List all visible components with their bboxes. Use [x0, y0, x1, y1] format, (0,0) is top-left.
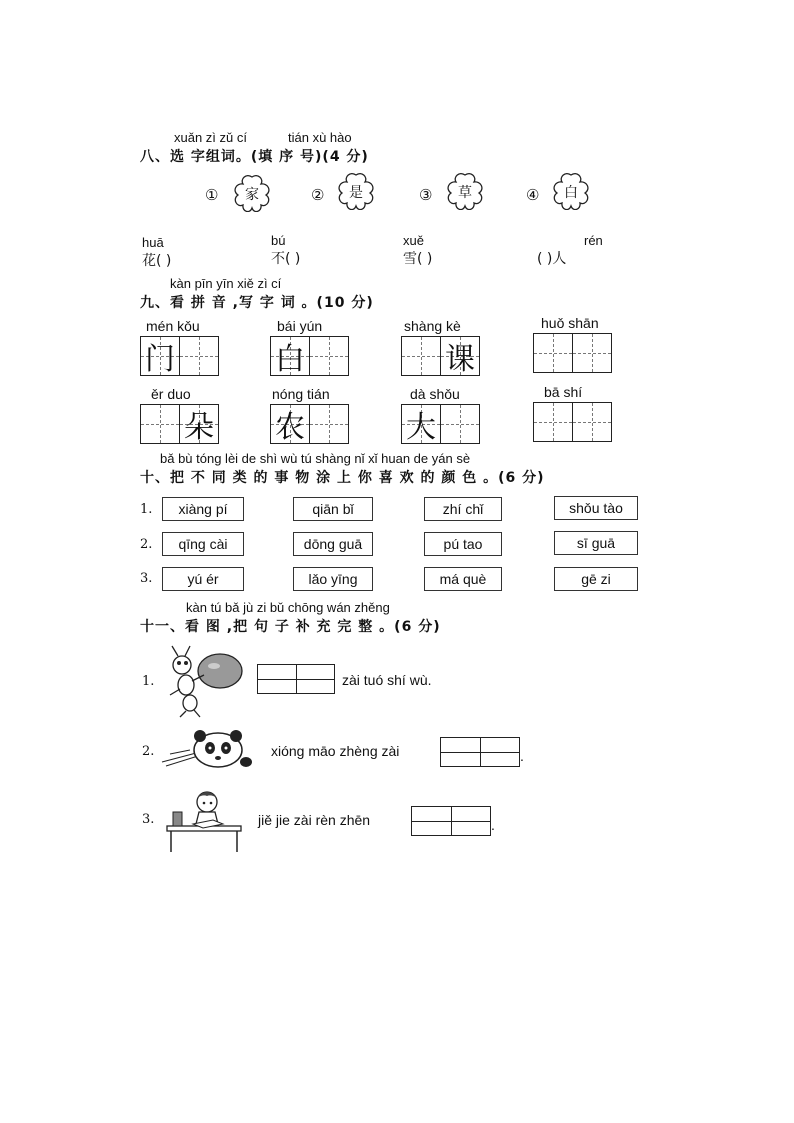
word-box[interactable]: shǒu tào — [554, 496, 638, 520]
grid-char — [534, 334, 572, 372]
item-number: 2. — [142, 744, 155, 759]
sentence-end: . — [491, 817, 495, 833]
word-pinyin: dà shǒu — [410, 386, 460, 402]
word-box[interactable]: zhí chǐ — [424, 497, 502, 521]
blank-word: 花( ) — [142, 253, 172, 269]
s11-pinyin: kàn tú bǎ jù zi bǔ chōng wán zhěng — [186, 600, 390, 615]
s9-title: 九、看 拼 音 ,写 字 词 。(10 分) — [140, 295, 374, 311]
grid-cell[interactable] — [573, 403, 611, 441]
word-pinyin: bā shí — [544, 384, 583, 400]
sentence-text: zài tuó shí wù. — [342, 672, 432, 688]
row-number: 2. — [140, 537, 153, 552]
s11-title: 十一、看 图 ,把 句 子 补 充 完 整 。(6 分) — [140, 619, 441, 635]
word-pinyin: mén kǒu — [146, 318, 200, 334]
word-box[interactable]: pú tao — [424, 532, 502, 556]
answer-box[interactable] — [257, 664, 335, 694]
blank-pinyin: rén — [584, 233, 603, 248]
grid-char — [310, 405, 348, 443]
grid-char — [534, 403, 572, 441]
row-number: 3. — [140, 571, 153, 586]
word-box[interactable]: qīng cài — [162, 532, 244, 556]
s9-pinyin: kàn pīn yīn xiě zì cí — [170, 276, 282, 291]
writing-grid — [270, 404, 349, 444]
writing-grid — [401, 336, 480, 376]
word-box[interactable]: gē zi — [554, 567, 638, 591]
option-char: 草 — [458, 185, 472, 201]
blank-pinyin: huā — [142, 235, 164, 250]
word-pinyin: huǒ shān — [541, 315, 599, 331]
grid-cell[interactable] — [402, 405, 441, 443]
s8-title: 八、选 字组词。(填 序 号)(4 分) — [140, 149, 369, 165]
row-number: 1. — [140, 502, 153, 517]
blank-word: ( )人 — [537, 251, 567, 267]
grid-cell[interactable] — [534, 334, 573, 372]
grid-char — [180, 337, 218, 375]
ant-carrying-food-picture — [160, 643, 244, 719]
writing-grid — [140, 404, 219, 444]
writing-grid — [140, 336, 219, 376]
option-number: ③ — [419, 186, 433, 204]
grid-cell[interactable] — [573, 334, 611, 372]
answer-box[interactable] — [411, 806, 491, 836]
answer-box[interactable] — [440, 737, 520, 767]
grid-cell[interactable] — [402, 337, 441, 375]
s8-pinyin-a: xuǎn zì zǔ cí — [174, 130, 247, 145]
grid-char — [402, 337, 440, 375]
flower-icon — [443, 172, 487, 210]
item-number: 3. — [142, 812, 155, 827]
grid-cell[interactable] — [141, 337, 180, 375]
grid-cell[interactable] — [271, 405, 310, 443]
grid-char: 农 — [275, 410, 305, 445]
grid-cell[interactable] — [141, 405, 180, 443]
flower-icon — [230, 174, 274, 212]
word-box[interactable]: xiàng pí — [162, 497, 244, 521]
option-number: ② — [311, 186, 325, 204]
grid-char — [441, 405, 479, 443]
grid-char: 白 — [275, 342, 305, 377]
grid-char: 大 — [406, 410, 436, 445]
s10-title: 十、把 不 同 类 的 事 物 涂 上 你 喜 欢 的 颜 色 。(6 分) — [140, 470, 545, 486]
panda-picture — [160, 726, 256, 772]
grid-cell[interactable] — [180, 337, 218, 375]
grid-cell[interactable] — [310, 405, 348, 443]
blank-pinyin: bú — [271, 233, 286, 248]
grid-char: 门 — [145, 342, 175, 377]
grid-char: 朵 — [184, 410, 214, 445]
word-pinyin: shàng kè — [404, 318, 461, 334]
word-box[interactable]: dōng guā — [293, 532, 373, 556]
item-number: 1. — [142, 674, 155, 689]
girl-studying-picture — [163, 786, 243, 854]
sentence-text: jiě jie zài rèn zhēn — [258, 812, 371, 828]
grid-cell[interactable] — [180, 405, 218, 443]
word-box[interactable]: má què — [424, 567, 502, 591]
grid-cell[interactable] — [441, 405, 479, 443]
writing-grid — [533, 333, 612, 373]
grid-cell[interactable] — [441, 337, 479, 375]
grid-char — [573, 403, 611, 441]
sentence-text: xióng māo zhèng zài — [271, 743, 400, 759]
word-box[interactable]: qiān bǐ — [293, 497, 373, 521]
word-pinyin: nóng tián — [272, 386, 330, 402]
writing-grid — [401, 404, 480, 444]
writing-grid — [270, 336, 349, 376]
blank-word: 雪( ) — [403, 251, 433, 267]
grid-cell[interactable] — [271, 337, 310, 375]
writing-grid — [533, 402, 612, 442]
option-char: 白 — [564, 185, 578, 201]
blank-word: 不( ) — [271, 251, 301, 267]
blank-pinyin: xuě — [403, 233, 424, 248]
word-pinyin: bái yún — [277, 318, 323, 334]
grid-char: 课 — [445, 342, 475, 377]
grid-cell[interactable] — [310, 337, 348, 375]
grid-cell[interactable] — [534, 403, 573, 441]
grid-char — [573, 334, 611, 372]
word-box[interactable]: lǎo yīng — [293, 567, 373, 591]
s10-pinyin: bǎ bù tóng lèi de shì wù tú shàng nǐ xǐ huan de yán sè — [160, 451, 471, 466]
flower-icon — [549, 172, 593, 210]
word-box[interactable]: sī guā — [554, 531, 638, 555]
word-box[interactable]: yú ér — [162, 567, 244, 591]
option-char: 是 — [349, 185, 363, 201]
s8-pinyin-b: tián xù hào — [288, 130, 352, 145]
grid-char — [141, 405, 179, 443]
option-number: ④ — [526, 186, 540, 204]
option-number: ① — [205, 186, 219, 204]
word-pinyin: ěr duo — [151, 386, 191, 402]
option-char: 家 — [245, 187, 259, 203]
sentence-end: . — [520, 748, 524, 764]
flower-icon — [334, 172, 378, 210]
grid-char — [310, 337, 348, 375]
